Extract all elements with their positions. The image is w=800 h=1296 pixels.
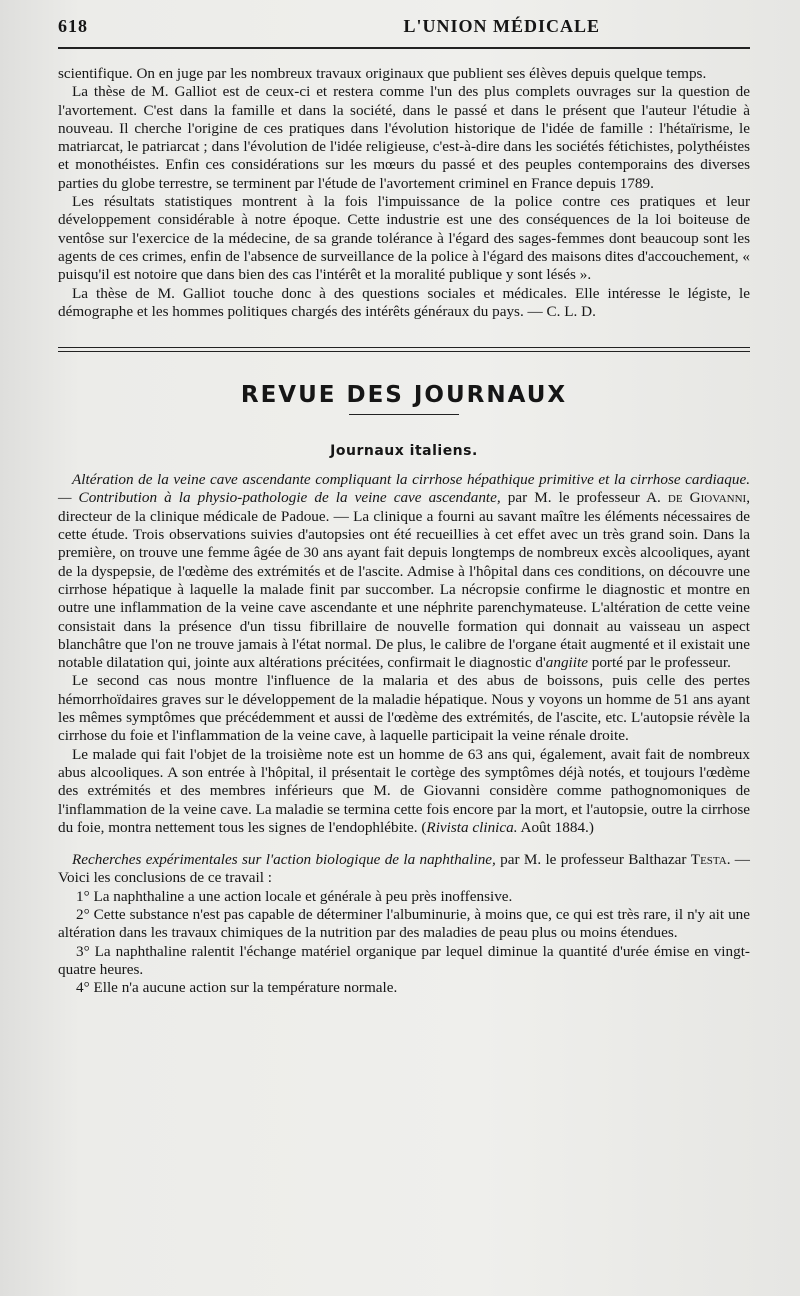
- article2-author-name: Testa: [690, 851, 727, 869]
- intro-paragraph-3: Les résultats statistiques montrent à la fois l'impuissance de la police contre ces pratiques et leur développement considérable à notre époque. Cette industrie est une des conséquences de la loi boiteuse de ventôse sur l'exercice de la médecine, de sa grande tolérance à l'égard des sages-femmes dont beaucoup sont les agents de ces crimes, enfin de l'absence de surveillance de la police à l'égard des maisons dites d'accouchement, « puisqu'il est notoire que dans bien des cas l'intérêt et la moralité publique y sont lésés ».: [58, 193, 750, 284]
- article1-source: Rivista clinica.: [426, 818, 518, 836]
- intro-paragraph-4: La thèse de M. Galliot touche donc à des questions sociales et médicales. Elle intéresse le légiste, le démographe et les hommes politiques chargés des intérêts généraux du pays. — C. L. D.: [58, 284, 750, 320]
- conclusion-item-2: 2° Cette substance n'est pas capable de déterminer l'albuminurie, à moins que, ce qui est très rare, il n'y ait une altération dans les travaux chimiques de la nutrition par des maladies de peau plus ou moins étendues.: [58, 905, 750, 942]
- article1-term: angiite: [545, 654, 588, 672]
- page-number: 618: [58, 16, 88, 36]
- article1-body-end: porté par le professeur.: [587, 654, 731, 672]
- article2-author-prefix: par M. le professeur Balthazar: [495, 851, 687, 869]
- article1-p3-text: Le malade qui fait l'objet de la troisième note est un homme de 63 ans qui, également, avait fait de nombreux abus alcooliques. A son entrée à l'hôpital, il présentait le cortège des symptômes déjà notés, et toujours l'œdème des extrémités et des membres inférieurs que M. de Giovanni considère comme pathognomoniques de l'inflammation de la veine cave. La maladie se termina cette fois encore par la mort, et l'autopsie, outre la cirrhose du foie, montra nettement tous les signes de l'endophlébite. (: [58, 745, 750, 836]
- page-header: [58, 12, 750, 43]
- article2-title: Recherches expérimentales sur l'action biologique de la naphthaline,: [72, 851, 496, 869]
- article1-title: Altération de la veine cave ascendante compliquant la cirrhose hépathique primitive et la cirrhose cardiaque. — Contribution à la physio-pathologie de la veine cave ascendante,: [58, 471, 750, 507]
- article2-intro: [58, 851, 750, 888]
- article2-intro-end: . — Voici les conclusions de ce travail :: [58, 851, 750, 887]
- journal-title: L'UNION MÉDICALE: [403, 16, 600, 36]
- conclusions-list: [58, 888, 750, 998]
- article1-p3-end: Août 1884.): [517, 818, 594, 836]
- section-title: REVUE DES JOURNAUX: [240, 382, 568, 409]
- article1-body: , directeur de la clinique médicale de Padoue. — La clinique a fourni au savant maître les éléments nécessaires de cette étude. Trois observations suivies d'autopsies ont été recueillies à cet effet avec un très grand soin. Dans la première, on trouve une femme âgée de 30 ans ayant fait depuis longtemps de nombreux excès alcooliques, ayant de la dyspepsie, de l'œdème des extrémités et de l'ascite. Admise à l'hôpital dans ces conditions, on découvre une cirrhose hépatique à laquelle la malade finit par succomber. La nécropsie confirme le diagnostic et montre en outre une inflammation de la veine cave ascendante et une néphrite parenchymateuse. L'altération de cette veine consistait dans la présence d'un tissu fibrillaire de nouvelle formation qui donnait au vaisseau un aspect blanchâtre que l'on ne trouve jamais à l'état normal. De plus, le calibre de l'organe était augmenté et il existait une notable dilatation qui, jointe aux altérations précitées, confirmait le diagnostic d': [58, 489, 751, 672]
- article1-paragraph-3: [58, 746, 750, 837]
- section-title-rule: [349, 414, 459, 415]
- article1-author-prefix: par M. le professeur A.: [507, 489, 661, 507]
- article-gap: [58, 837, 750, 851]
- header-rule: [58, 47, 750, 49]
- article1-author-name: de Giovanni: [667, 489, 747, 507]
- conclusion-item-4: 4° Elle n'a aucune action sur la température normale.: [76, 979, 398, 997]
- article1-paragraph-1: [58, 471, 750, 672]
- conclusion-item-1: 1° La naphthaline a une action locale et générale à peu près inoffensive.: [76, 887, 513, 905]
- intro-paragraph-2: La thèse de M. Galliot est de ceux-ci et restera comme l'un des plus complets ouvrages sur la question de l'avortement. C'est dans la famille et dans la société, dans le passé et dans le présent que l'auteur l'étudie à nouveau. Il cherche l'origine de ces pratiques dans l'évolution historique de l'idée de famille : l'hétaïrisme, le matriarcat, le patriarcat ; dans l'évolution de l'idée religieuse, c'est-à-dire dans les sociétés fétichistes, polythéistes et monothéistes. Enfin ces considérations sur les mœurs du passé et des peuples contemporains des diverses parties du globe terrestre, se terminent par l'étude de l'avortement criminel en France depuis 1789.: [58, 83, 750, 192]
- conclusion-item-3: 3° La naphthaline ralentit l'échange matériel organique par lequel diminue la quantité d'urée émise en vingt-quatre heures.: [58, 942, 750, 978]
- section-divider: [58, 347, 750, 352]
- intro-paragraph-1: scientifique. On en juge par les nombreux travaux originaux que publient ses élèves depuis quelque temps.: [58, 65, 707, 82]
- article1-paragraph-2: Le second cas nous montre l'influence de la malaria et des abus de boissons, puis celle des pertes hémorrhoïdaires graves sur le développement de la maladie hépatique. Nous y voyons un homme de 51 ans ayant les mêmes symptômes que précédemment et aussi de l'œdème des extrémités, de l'ascite, etc. L'autopsie révèle la cirrhose du foie et l'inflammation de la veine cave, à laquelle participait la veine rénale droite.: [58, 672, 750, 745]
- subsection-title: Journaux italiens.: [330, 443, 478, 460]
